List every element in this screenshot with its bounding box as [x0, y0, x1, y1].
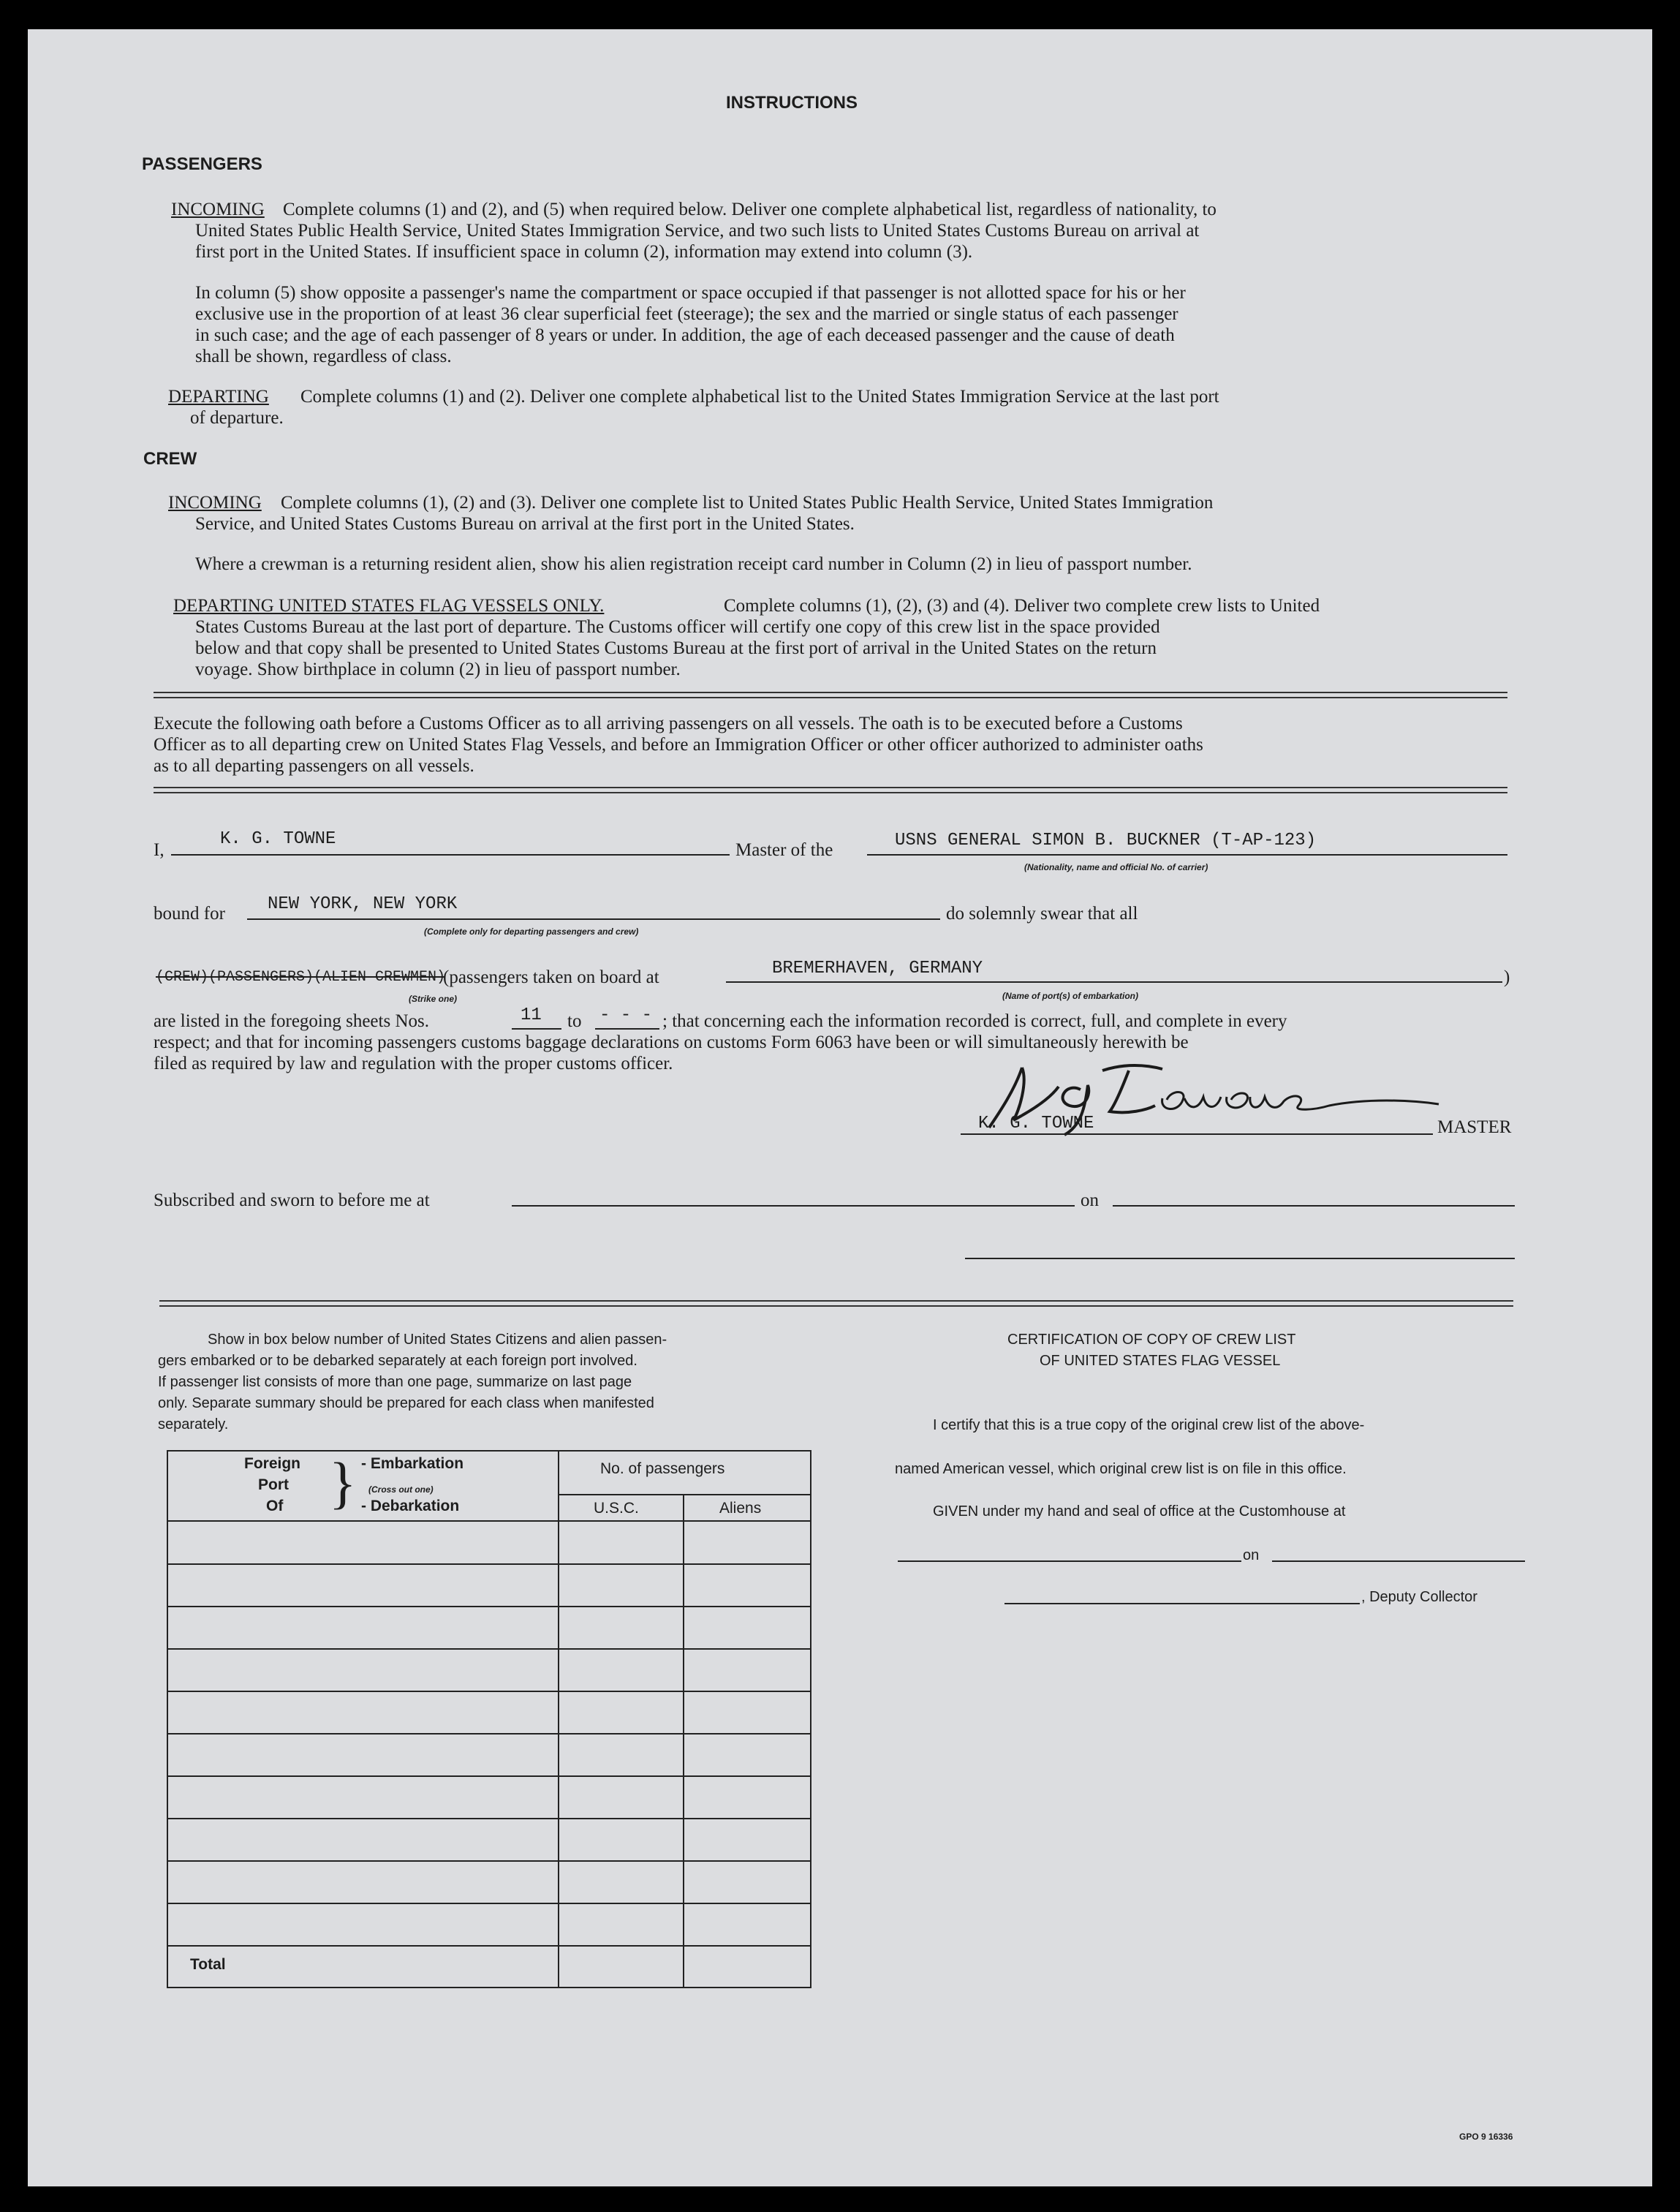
- crew-incoming-line: Complete columns (1), (2) and (3). Deliver one complete list to United States Public Health Service, United States Immigration: [281, 493, 1214, 513]
- total-label: Total: [190, 1956, 226, 1973]
- table-header-bottom: [167, 1520, 811, 1522]
- swear-label: do solemnly swear that all: [946, 904, 1138, 924]
- respect-line: respect; and that for incoming passengers customs baggage declarations on customs Form 6063 have been or will simultaneously herewith be: [154, 1033, 1189, 1052]
- master-name-line: [171, 854, 730, 856]
- master-name-field: K. G. TOWNE: [220, 829, 336, 849]
- passengers-col5-line: shall be shown, regardless of class.: [195, 347, 452, 366]
- listed-rest: ; that concerning each the information recorded is correct, full, and complete in every: [662, 1011, 1287, 1031]
- footer-code: GPO 9 16336: [1459, 2132, 1513, 2142]
- subscribed-place-line: [512, 1205, 1075, 1207]
- bound-for-field: NEW YORK, NEW YORK: [268, 894, 458, 914]
- cert-line1: I certify that this is a true copy of the original crew list of the above-: [933, 1417, 1365, 1433]
- close-paren: ): [1504, 967, 1510, 987]
- bound-for-line: [247, 918, 940, 920]
- port-field: BREMERHAVEN, GERMANY: [772, 959, 983, 978]
- crew-alien-line: Where a crewman is a returning resident alien, show his alien registration receipt card number in Column (2) in lieu of passport number.: [195, 554, 1192, 574]
- sheet-to-line: [595, 1028, 659, 1030]
- table-header-divider: [558, 1494, 811, 1495]
- bound-for-caption: (Complete only for departing passengers and crew): [424, 926, 639, 937]
- taken-on-board-label: (passengers taken on board at: [443, 967, 659, 987]
- to-label: to: [567, 1011, 582, 1031]
- passengers-departing-label: DEPARTING: [168, 387, 269, 407]
- oath-instruction-line: Execute the following oath before a Customs Officer as to all arriving passengers on all vessels. The oath is to be executed before a Customs: [154, 714, 1183, 733]
- passengers-incoming-line: Complete columns (1) and (2), and (5) when required below. Deliver one complete alphabetical list, regardless of nationality, to: [283, 200, 1217, 219]
- port-caption: (Name of port(s) of embarkation): [1002, 991, 1139, 1001]
- bound-for-label: bound for: [154, 904, 225, 924]
- divider: [154, 787, 1507, 793]
- cert-line3: GIVEN under my hand and seal of office at the Customhouse at: [933, 1503, 1346, 1520]
- passengers-departing-line: Complete columns (1) and (2). Deliver one complete alphabetical list to the United States Immigration Service at the last port: [300, 387, 1219, 407]
- cert-date-line: [1272, 1560, 1525, 1562]
- page-title: INSTRUCTIONS: [726, 93, 858, 113]
- cert-title-line2: OF UNITED STATES FLAG VESSEL: [1040, 1353, 1281, 1369]
- subscribed-date-line: [1113, 1205, 1515, 1207]
- col-aliens: Aliens: [719, 1500, 762, 1517]
- crew-departing-line: Complete columns (1), (2), (3) and (4). Deliver two complete crew lists to United: [724, 596, 1320, 616]
- passengers-departing-line: of departure.: [190, 408, 284, 428]
- master-label: MASTER: [1437, 1117, 1512, 1137]
- signature-line: [961, 1133, 1433, 1135]
- officer-signature-line: [965, 1258, 1515, 1259]
- summary-intro-line: only. Separate summary should be prepared for each class when manifested: [158, 1395, 654, 1411]
- subscribed-on-label: on: [1081, 1190, 1099, 1210]
- deputy-collector-label: , Deputy Collector: [1361, 1589, 1477, 1605]
- crew-incoming-label: INCOMING: [168, 493, 262, 513]
- vessel-field: USNS GENERAL SIMON B. BUCKNER (T-AP-123): [895, 831, 1317, 850]
- signature-typed-name: K. G. TOWNE: [978, 1114, 1094, 1133]
- col-port: Port: [258, 1476, 289, 1493]
- cert-line2: named American vessel, which original crew list is on file in this office.: [895, 1461, 1347, 1477]
- summary-intro-line: Show in box below number of United States Citizens and alien passen-: [208, 1332, 667, 1348]
- cert-on-label: on: [1243, 1547, 1260, 1563]
- sheet-from-field: 11: [521, 1005, 542, 1025]
- strike-caption: (Strike one): [409, 994, 458, 1004]
- passengers-incoming-label: INCOMING: [171, 200, 265, 219]
- table-row-divider: [167, 1775, 811, 1777]
- deputy-signature-line: [1004, 1603, 1360, 1604]
- col-embarkation: - Embarkation: [361, 1455, 464, 1472]
- table-row-divider: [167, 1903, 811, 1904]
- crew-heading: CREW: [143, 449, 197, 469]
- table-row-divider: [167, 1563, 811, 1565]
- col-cross-out: (Cross out one): [368, 1484, 434, 1495]
- sheet-from-line: [512, 1028, 561, 1030]
- col-of: Of: [266, 1498, 284, 1514]
- strike-options: (CREW)(PASSENGERS)(ALIEN CREWMEN): [156, 969, 446, 986]
- cert-title-line1: CERTIFICATION OF COPY OF CREW LIST: [1007, 1332, 1296, 1348]
- table-row-divider: [167, 1818, 811, 1819]
- i-label: I,: [154, 840, 164, 860]
- crew-departing-line: voyage. Show birthplace in column (2) in lieu of passport number.: [195, 660, 681, 679]
- table-col-divider: [558, 1450, 559, 1988]
- col-no-passengers: No. of passengers: [600, 1460, 725, 1477]
- table-row-divider: [167, 1648, 811, 1650]
- passengers-col5-line: in such case; and the age of each passenger of 8 years or under. In addition, the age of each deceased passenger and the cause of death: [195, 325, 1175, 345]
- table-row-divider: [167, 1945, 811, 1947]
- vessel-caption: (Nationality, name and official No. of carrier): [1024, 862, 1208, 872]
- summary-intro-line: If passenger list consists of more than one page, summarize on last page: [158, 1374, 632, 1390]
- divider: [154, 692, 1507, 698]
- crew-departing-label: DEPARTING UNITED STATES FLAG VESSELS ONLY.: [173, 596, 605, 616]
- oath-instruction-line: as to all departing passengers on all vessels.: [154, 756, 474, 776]
- vessel-line: [867, 854, 1507, 856]
- passengers-col5-line: In column (5) show opposite a passenger's name the compartment or space occupied if that passenger is not allotted space for his or her: [195, 283, 1186, 303]
- master-of-label: Master of the: [735, 840, 833, 860]
- subscribed-label: Subscribed and sworn to before me at: [154, 1190, 430, 1210]
- crew-departing-line: below and that copy shall be presented to United States Customs Bureau at the first port of arrival in the United States on the return: [195, 638, 1157, 658]
- table-row-divider: [167, 1860, 811, 1862]
- oath-instruction-line: Officer as to all departing crew on United States Flag Vessels, and before an Immigration Officer or other officer authorized to administer oaths: [154, 735, 1203, 755]
- table-row-divider: [167, 1733, 811, 1735]
- summary-table: [167, 1450, 811, 1988]
- table-row-divider: [167, 1606, 811, 1607]
- sheet-to-field: - - -: [599, 1005, 653, 1025]
- col-debarkation: - Debarkation: [361, 1498, 460, 1514]
- port-line: [726, 981, 1502, 983]
- crew-incoming-line: Service, and United States Customs Bureau on arrival at the first port in the United States.: [195, 514, 855, 534]
- passengers-incoming-line: first port in the United States. If insufficient space in column (2), information may extend into column (3).: [195, 242, 973, 262]
- form-sheet: [28, 29, 1652, 2186]
- summary-intro-line: separately.: [158, 1416, 229, 1432]
- crew-departing-line: States Customs Bureau at the last port of departure. The Customs officer will certify one copy of this crew list in the space provided: [195, 617, 1160, 637]
- passengers-incoming-line: United States Public Health Service, United States Immigration Service, and two such lists to United States Customs Bureau on arrival at: [195, 221, 1200, 241]
- listed-label: are listed in the foregoing sheets Nos.: [154, 1011, 429, 1031]
- table-col-divider: [683, 1494, 684, 1988]
- divider: [159, 1300, 1513, 1307]
- passengers-heading: PASSENGERS: [142, 154, 262, 174]
- col-foreign: Foreign: [244, 1455, 300, 1472]
- passengers-col5-line: exclusive use in the proportion of at least 36 clear superficial feet (steerage); the sex and the married or single status of each passenger: [195, 304, 1178, 324]
- table-row-divider: [167, 1691, 811, 1692]
- col-usc: U.S.C.: [594, 1500, 639, 1517]
- filed-line: filed as required by law and regulation with the proper customs officer.: [154, 1054, 673, 1073]
- brace-icon: }: [329, 1451, 357, 1514]
- summary-intro-line: gers embarked or to be debarked separately at each foreign port involved.: [158, 1353, 637, 1369]
- cert-place-line: [898, 1560, 1241, 1562]
